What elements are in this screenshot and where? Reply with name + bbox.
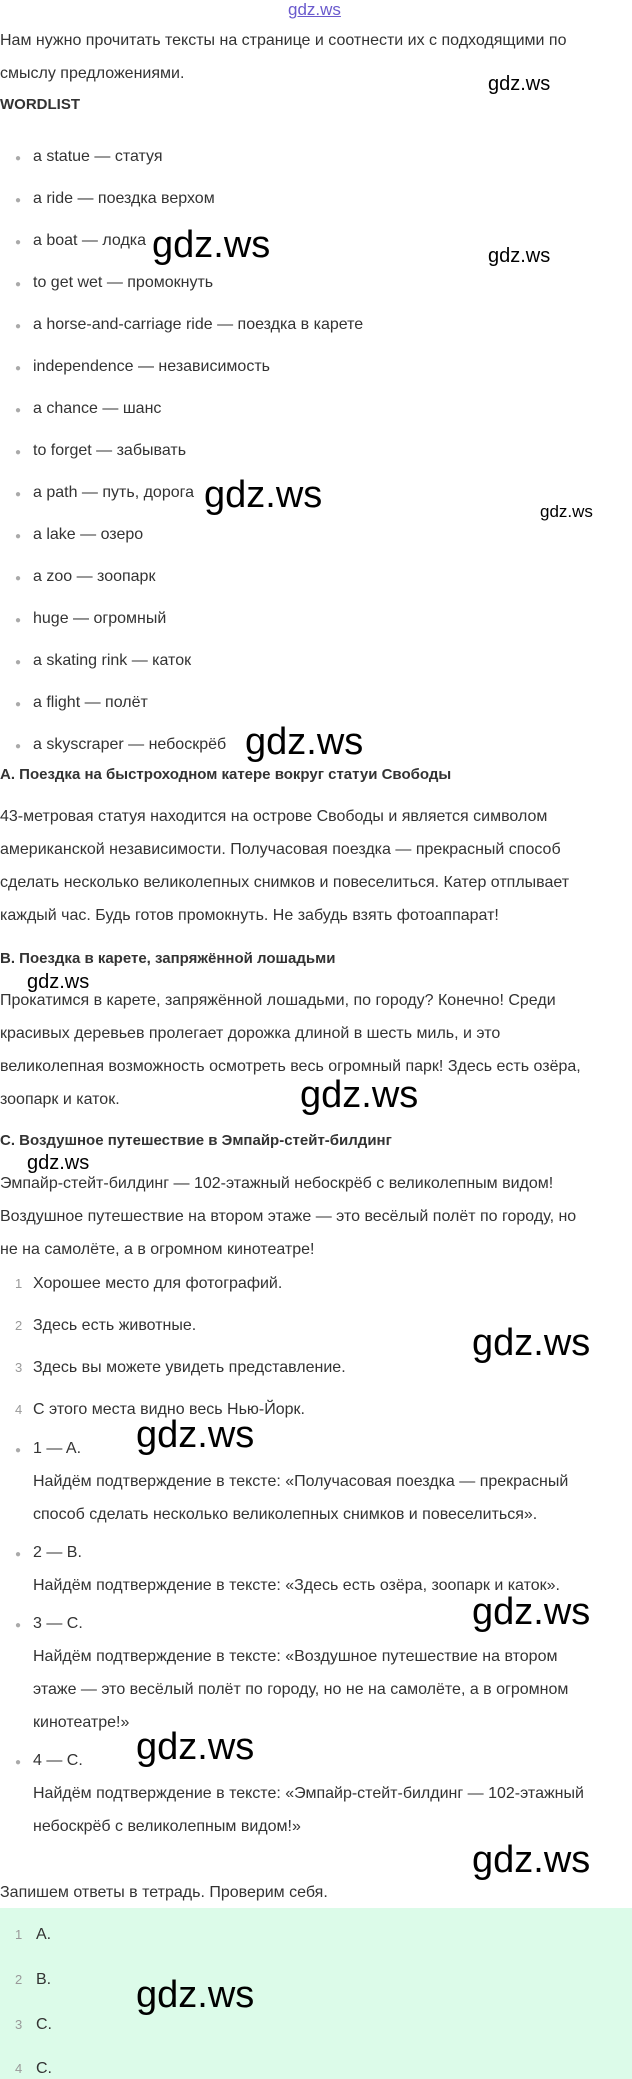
explanation-line: Найдём подтверждение в тексте: «Здесь есть озёра, зоопарк и каток». — [33, 1577, 560, 1594]
intro-line-2: смыслу предложениями. — [0, 65, 185, 82]
watermark: gdz.ws — [27, 1152, 90, 1174]
conclusion-text: Запишем ответы в тетрадь. Проверим себя. — [0, 1884, 328, 1901]
watermark: gdz.ws — [472, 1839, 591, 1881]
answer-number: 4 — [15, 2061, 23, 2076]
statement-text: С этого места видно весь Нью-Йорк. — [33, 1401, 305, 1418]
bullet-icon: ● — [15, 615, 22, 626]
explanation-line: Найдём подтверждение в тексте: «Эмпайр-стейт-билдинг — 102-этажный — [33, 1785, 584, 1802]
statement-number: 2 — [15, 1318, 23, 1333]
section-a-line: американской независимости. Получасовая поездка — прекрасный способ — [0, 841, 561, 858]
section-a-line: 43-метровая статуя находится на острове Свободы и является символом — [0, 808, 548, 825]
watermark: gdz.ws — [136, 1414, 255, 1456]
answer-box — [0, 1908, 632, 2079]
list-item: a boat — лодка — [33, 232, 147, 249]
bullet-icon: ● — [15, 1549, 22, 1560]
explanation-label: 1 — A. — [33, 1440, 82, 1457]
bullet-icon: ● — [15, 489, 22, 500]
watermark: gdz.ws — [488, 73, 551, 95]
watermark: gdz.ws — [27, 971, 90, 993]
site-link[interactable]: gdz.ws — [288, 0, 341, 19]
answer-number: 3 — [15, 2017, 23, 2032]
statement-number: 4 — [15, 1402, 23, 1417]
list-item: a ride — поездка верхом — [33, 190, 215, 207]
section-a-title: A. Поездка на быстроходном катере вокруг статуи Свободы — [0, 766, 452, 783]
explanation-line: Найдём подтверждение в тексте: «Воздушное путешествие на втором — [33, 1648, 558, 1665]
list-item: a flight — полёт — [33, 694, 148, 711]
bullet-icon: ● — [15, 1757, 22, 1768]
explanation-label: 2 — B. — [33, 1544, 82, 1561]
explanation-line: способ сделать несколько великолепных снимков и повеселиться». — [33, 1506, 538, 1523]
bullet-icon: ● — [15, 1445, 22, 1456]
intro-line-1: Нам нужно прочитать тексты на странице и соотнести их с подходящими по — [0, 32, 567, 49]
watermark: gdz.ws — [540, 502, 593, 521]
section-c-line: Эмпайр-стейт-билдинг — 102-этажный небоскрёб с великолепным видом! — [0, 1175, 554, 1192]
watermark: gdz.ws — [136, 1726, 255, 1768]
answer-number: 2 — [15, 1972, 23, 1987]
explanation-label: 3 — C. — [33, 1615, 83, 1632]
bullet-icon: ● — [15, 321, 22, 332]
statement-text: Здесь вы можете увидеть представление. — [33, 1359, 346, 1376]
bullet-icon: ● — [15, 699, 22, 710]
bullet-icon: ● — [15, 447, 22, 458]
list-item: to forget — забывать — [33, 442, 187, 459]
bullet-icon: ● — [15, 153, 22, 164]
section-c-line: Воздушное путешествие на втором этаже — это весёлый полёт по городу, но — [0, 1208, 577, 1225]
watermark: gdz.ws — [152, 224, 271, 266]
wordlist-title: WORDLIST — [0, 96, 80, 113]
bullet-icon: ● — [15, 195, 22, 206]
section-b-title: B. Поездка в карете, запряжённой лошадьми — [0, 950, 336, 967]
explanation-label: 4 — C. — [33, 1752, 83, 1769]
watermark: gdz.ws — [488, 245, 551, 267]
watermark: gdz.ws — [300, 1074, 419, 1116]
bullet-icon: ● — [15, 531, 22, 542]
section-c-line: не на самолёте, а в огромном кинотеатре! — [0, 1241, 315, 1258]
explanation-line: кинотеатре!» — [33, 1714, 130, 1731]
answer-value: C. — [36, 2016, 52, 2033]
bullet-icon: ● — [15, 741, 22, 752]
bullet-icon: ● — [15, 237, 22, 248]
list-item: huge — огромный — [33, 610, 167, 627]
bullet-icon: ● — [15, 363, 22, 374]
list-item: to get wet — промокнуть — [33, 274, 214, 291]
statement-text: Здесь есть животные. — [33, 1317, 197, 1334]
watermark: gdz.ws — [204, 474, 323, 516]
section-b-line: зоопарк и каток. — [0, 1091, 120, 1108]
section-a-line: каждый час. Будь готов промокнуть. Не забудь взять фотоаппарат! — [0, 907, 499, 924]
list-item: a skyscraper — небоскрёб — [33, 736, 227, 753]
watermark: gdz.ws — [136, 1974, 255, 2016]
bullet-icon: ● — [15, 657, 22, 668]
explanation-line: небоскрёб с великолепным видом!» — [33, 1818, 301, 1835]
section-a-line: сделать несколько великолепных снимков и повеселиться. Катер отплывает — [0, 874, 570, 891]
list-item: independence — независимость — [33, 358, 270, 375]
section-b-line: великолепная возможность осмотреть весь огромный парк! Здесь есть озёра, — [0, 1058, 581, 1075]
bullet-icon: ● — [15, 1620, 22, 1631]
list-item: a lake — озеро — [33, 526, 144, 543]
list-item: a statue — статуя — [33, 148, 163, 165]
answer-value: A. — [36, 1926, 52, 1943]
answer-number: 1 — [15, 1927, 23, 1942]
list-item: a path — путь, дорога — [33, 484, 195, 501]
answer-value: C. — [36, 2060, 52, 2077]
list-item: a skating rink — каток — [33, 652, 192, 669]
bullet-icon: ● — [15, 573, 22, 584]
statement-number: 3 — [15, 1360, 23, 1375]
answer-value: B. — [36, 1971, 52, 1988]
section-b-line: Прокатимся в карете, запряжённой лошадьми, по городу? Конечно! Среди — [0, 992, 556, 1009]
list-item: a chance — шанс — [33, 400, 162, 417]
statement-number: 1 — [15, 1276, 23, 1291]
watermark: gdz.ws — [472, 1322, 591, 1364]
watermark: gdz.ws — [472, 1591, 591, 1633]
explanation-line: Найдём подтверждение в тексте: «Получасовая поездка — прекрасный — [33, 1473, 569, 1490]
list-item: a horse-and-carriage ride — поездка в карете — [33, 316, 364, 333]
bullet-icon: ● — [15, 279, 22, 290]
list-item: a zoo — зоопарк — [33, 568, 156, 585]
section-c-title: C. Воздушное путешествие в Эмпайр-стейт-билдинг — [0, 1132, 392, 1149]
watermark: gdz.ws — [245, 721, 364, 763]
explanation-line: этаже — это весёлый полёт по городу, но не на самолёте, а в огромном — [33, 1681, 569, 1698]
statement-text: Хорошее место для фотографий. — [33, 1275, 283, 1292]
section-b-line: красивых деревьев пролегает дорожка длиной в шесть миль, и это — [0, 1025, 501, 1042]
bullet-icon: ● — [15, 405, 22, 416]
